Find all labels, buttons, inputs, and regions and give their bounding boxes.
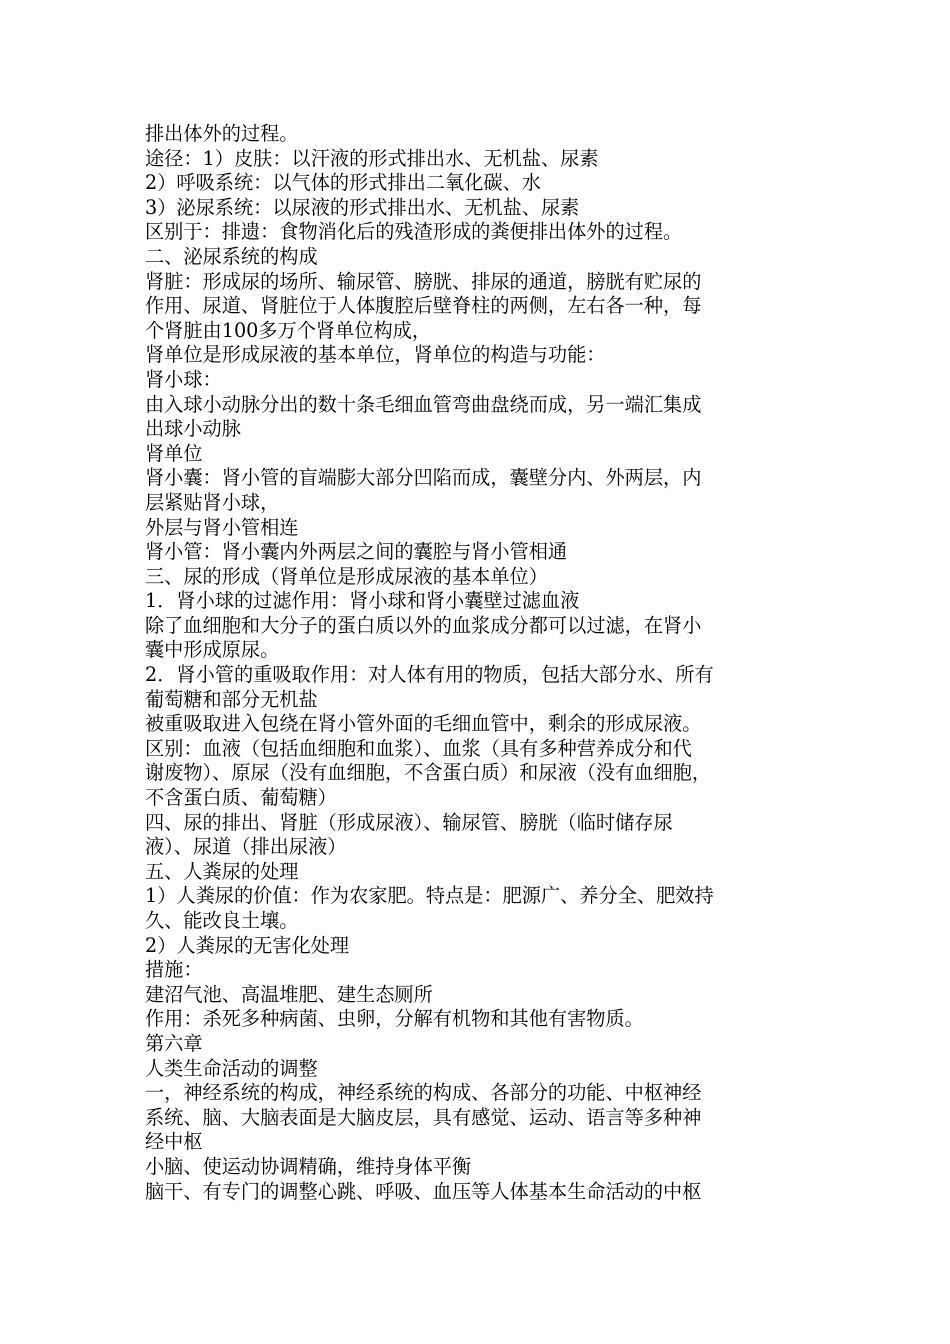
- text-line: 2．肾小管的重吸取作用：对人体有用的物质，包括大部分水、所有: [145, 663, 714, 687]
- text-line: 外层与肾小管相连: [145, 515, 299, 539]
- text-line: 排出体外的过程。: [145, 122, 299, 145]
- text-line: 区别于：排遗：食物消化后的残渣形成的粪便排出体外的过程。: [145, 220, 683, 244]
- text-line: 系统、脑、大脑表面是大脑皮层，具有感觉、运动、语言等多种神: [145, 1105, 702, 1129]
- text-line: 出球小动脉: [145, 417, 241, 441]
- text-line: 层紧贴肾小球，: [145, 490, 280, 514]
- text-line: 由入球小动脉分出的数十条毛细血管弯曲盘绕而成，另一端汇集成: [145, 392, 702, 416]
- text-line: 措施：: [145, 958, 203, 982]
- text-line: 作用、尿道、肾脏位于人体腹腔后壁脊柱的两侧，左右各一种，每: [145, 294, 702, 318]
- text-line: 一，神经系统的构成，神经系统的构成、各部分的功能、中枢神经: [145, 1081, 702, 1105]
- text-line: 久、能改良土壤。: [145, 909, 299, 932]
- chapter-heading: 第六章: [145, 1031, 203, 1055]
- text-line: 谢废物）、原尿（没有血细胞，不含蛋白质）和尿液（没有血细胞，: [145, 761, 712, 785]
- section-heading: 五、人粪尿的处理: [145, 859, 299, 883]
- text-line: 1．肾小球的过滤作用：肾小球和肾小囊壁过滤血液: [145, 589, 580, 613]
- section-heading: 三、尿的形成（肾单位是形成尿液的基本单位）: [145, 564, 548, 588]
- chapter-title: 人类生命活动的调整: [145, 1056, 318, 1080]
- text-line: 囊中形成原尿。: [145, 638, 280, 662]
- text-line: 1）人粪尿的价值：作为农家肥。特点是：肥源广、养分全、肥效持: [145, 884, 714, 908]
- text-line: 肾单位: [145, 441, 203, 465]
- text-line: 肾小球：: [145, 367, 222, 391]
- text-line: 肾小囊：肾小管的盲端膨大部分凹陷而成，囊壁分内、外两层，内: [145, 466, 702, 490]
- text-line: 建沼气池、高温堆肥、建生态厕所: [145, 982, 433, 1006]
- text-line: 个肾脏由100多万个肾单位构成，: [145, 318, 432, 342]
- text-line: 小脑、使运动协调精确，维持身体平衡: [145, 1154, 472, 1178]
- text-line: 区别：血液（包括血细胞和血浆）、血浆（具有多种营养成分和代: [145, 736, 692, 760]
- text-line: 2）人粪尿的无害化处理: [145, 933, 350, 957]
- text-line: 葡萄糖和部分无机盐: [145, 687, 318, 711]
- document-body: [145, 122, 825, 1204]
- text-line: 肾小管：肾小囊内外两层之间的囊腔与肾小管相通: [145, 540, 568, 564]
- section-heading: 四、尿的排出、肾脏（形成尿液）、输尿管、膀胱（临时储存尿: [145, 810, 673, 834]
- text-line: 2）呼吸系统：以气体的形式排出二氧化碳、水: [145, 171, 541, 195]
- text-line: 肾单位是形成尿液的基本单位，肾单位的构造与功能：: [145, 343, 606, 367]
- text-line: 脑干、有专门的调整心跳、呼吸、血压等人体基本生命活动的中枢: [145, 1179, 702, 1203]
- text-line: 液）、尿道（排出尿液）: [145, 835, 347, 859]
- text-line: 经中枢: [145, 1130, 203, 1154]
- text-line: 除了血细胞和大分子的蛋白质以外的血浆成分都可以过滤，在肾小: [145, 613, 702, 637]
- text-line: 不含蛋白质、葡萄糖）: [145, 786, 337, 810]
- section-heading: 二、泌尿系统的构成: [145, 244, 318, 268]
- text-line: 肾脏：形成尿的场所、输尿管、膀胱、排尿的通道，膀胱有贮尿的: [145, 269, 702, 293]
- text-line: 3）泌尿系统：以尿液的形式排出水、无机盐、尿素: [145, 195, 580, 219]
- text-line: 作用：杀死多种病菌、虫卵，分解有机物和其他有害物质。: [145, 1007, 644, 1031]
- text-line: 被重吸取进入包绕在肾小管外面的毛细血管中，剩余的形成尿液。: [145, 712, 702, 736]
- text-line: 途径：1）皮肤：以汗液的形式排出水、无机盐、尿素: [145, 146, 599, 170]
